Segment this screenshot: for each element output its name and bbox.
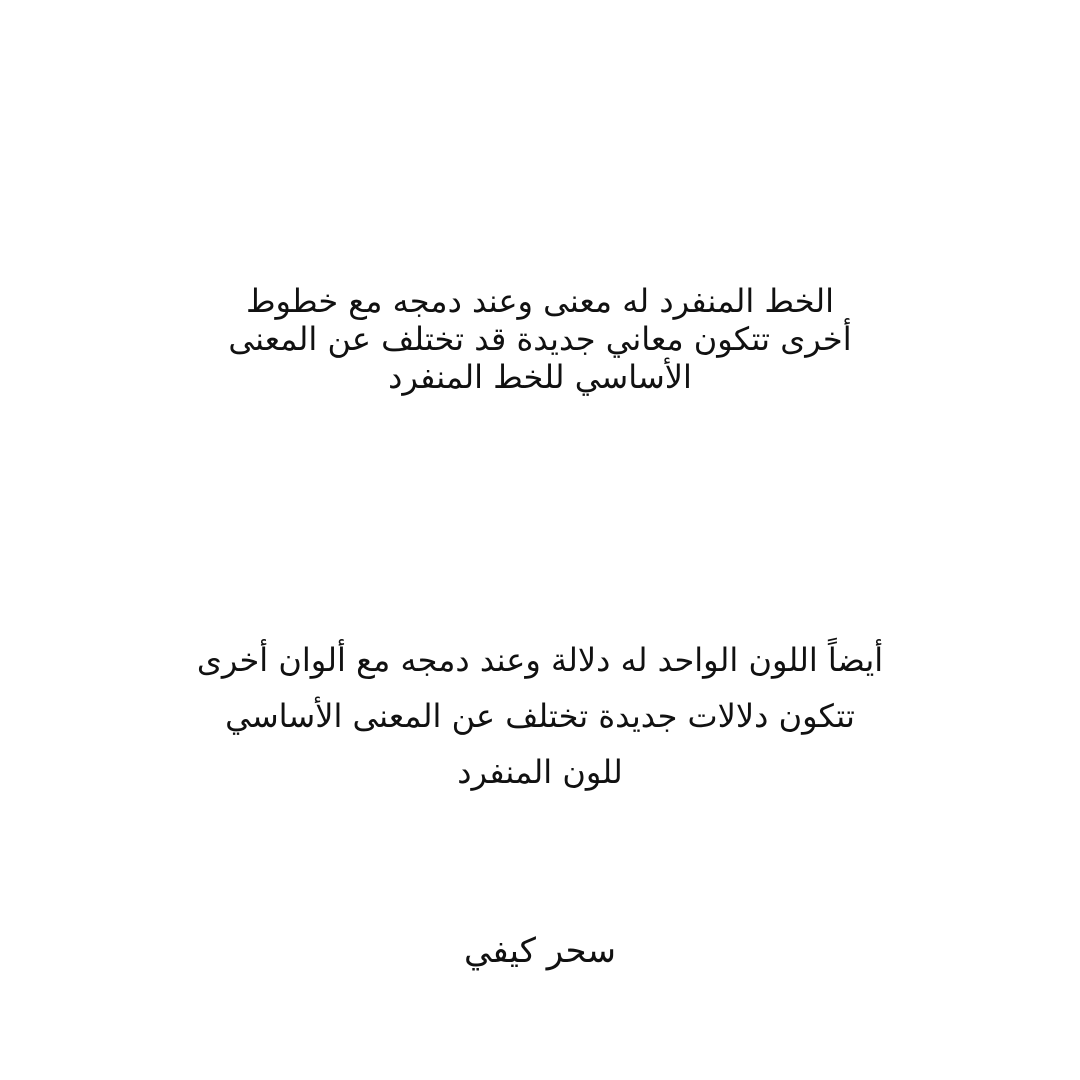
- paragraph-2-line-2: تتكون دلالات جديدة تختلف عن المعنى الأساسي: [225, 697, 855, 735]
- paragraph-1-line-2: أخرى تتكون معاني جديدة قد تختلف عن المعنى: [228, 320, 852, 358]
- author-signature: سحر كيفي: [464, 931, 616, 971]
- paragraph-2-line-1: أيضاً اللون الواحد له دلالة وعند دمجه مع ألوان أخرى: [196, 641, 884, 679]
- paragraph-1-line-3: الأساسي للخط المنفرد: [388, 358, 692, 396]
- paragraph-lines: [0, 282, 1080, 396]
- paragraph-colors: [0, 632, 1080, 800]
- paragraph-1-line-1: الخط المنفرد له معنى وعند دمجه مع خطوط: [245, 282, 835, 320]
- paragraph-2-line-3: للون المنفرد: [457, 753, 623, 791]
